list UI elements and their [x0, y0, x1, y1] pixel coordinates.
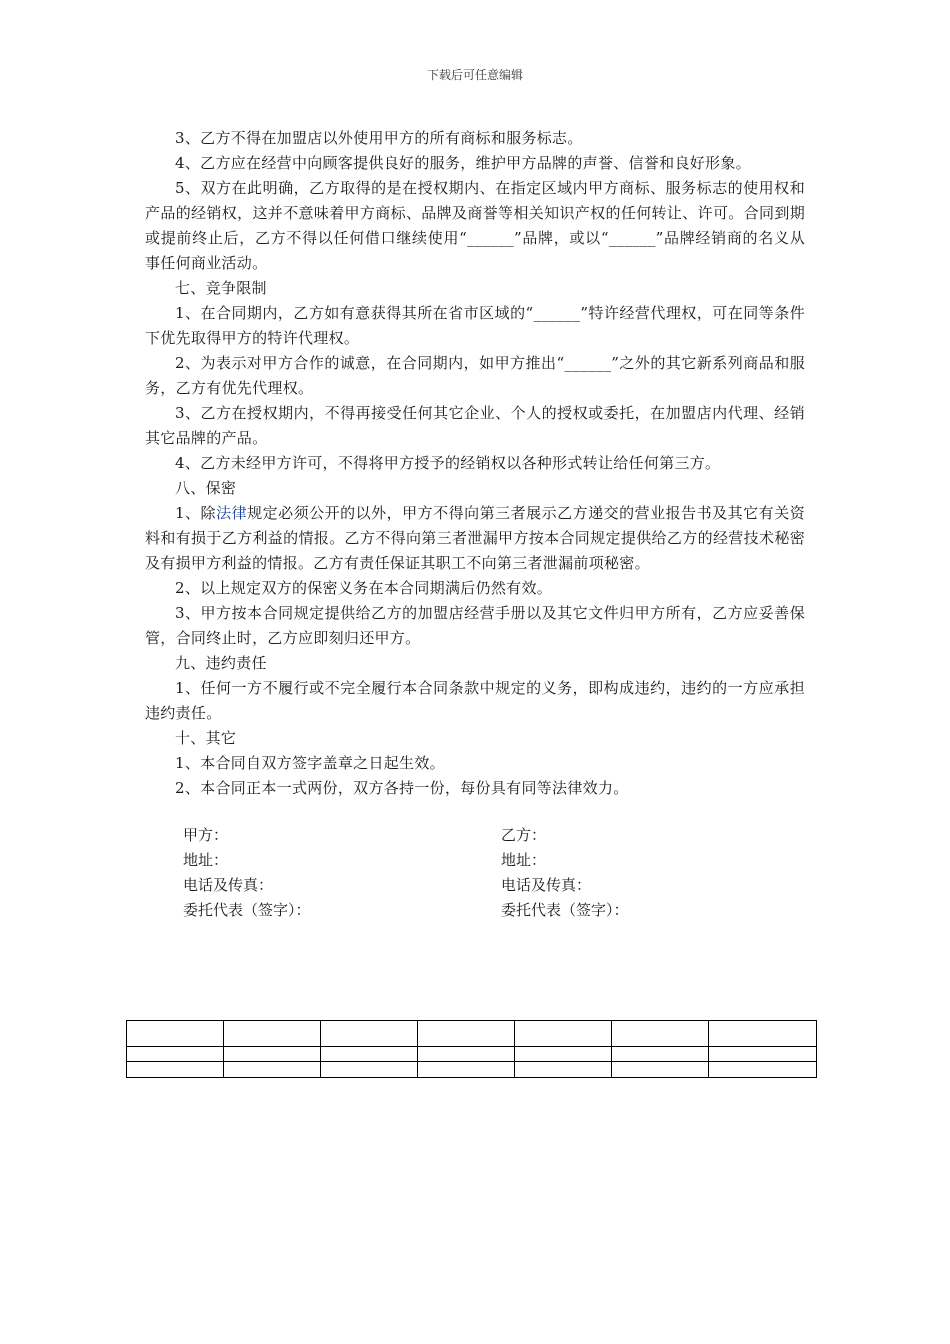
table-cell	[515, 1047, 612, 1062]
signature-row	[183, 873, 683, 898]
clause-8-1	[145, 501, 805, 576]
table-row	[127, 1021, 817, 1047]
party-a-address-label: 地址：	[183, 851, 229, 869]
signature-row	[183, 898, 683, 923]
clause-8-1-after: 规定必须公开的以外，甲方不得向第三者展示乙方递交的营业报告书及其它有关资料和有损于乙方利益的情报。乙方不得向第三者泄漏甲方按本合同规定提供给乙方的经营技术秘密及有损甲方利益的情报。乙方有责任保证其职工不向第三者泄漏前项秘密。	[145, 504, 805, 572]
signature-row	[183, 848, 683, 873]
table-cell	[515, 1021, 612, 1047]
law-link[interactable]: 法律	[216, 504, 248, 522]
clause-7-3: 3、乙方在授权期内，不得再接受任何其它企业、个人的授权或委托，在加盟店内代理、经销其它品牌的产品。	[145, 404, 805, 447]
clause-8-2: 2、以上规定双方的保密义务在本合同期满后仍然有效。	[175, 579, 553, 597]
clause-10-1: 1、本合同自双方签字盖章之日起生效。	[175, 754, 445, 772]
clause-6-4: 4、乙方应在经营中向顾客提供良好的服务，维护甲方品牌的声誉、信誉和良好形象。	[175, 154, 751, 172]
signature-row	[183, 823, 683, 848]
table-cell	[612, 1062, 709, 1078]
clause-10-2: 2、本合同正本一式两份，双方各持一份，每份具有同等法律效力。	[175, 779, 629, 797]
party-a-phone-label: 电话及传真：	[183, 876, 274, 894]
table-cell	[321, 1021, 418, 1047]
table-cell	[321, 1047, 418, 1062]
table-cell	[321, 1062, 418, 1078]
contract-body	[145, 126, 805, 801]
table-cell	[127, 1021, 224, 1047]
party-b-label: 乙方：	[501, 826, 547, 844]
section-9-heading: 九、违约责任	[175, 654, 267, 672]
party-b-address-label: 地址：	[501, 851, 547, 869]
table-cell	[709, 1047, 817, 1062]
table-cell	[224, 1047, 321, 1062]
party-b-representative-label: 委托代表（签字）：	[501, 901, 629, 919]
table-row	[127, 1062, 817, 1078]
clause-8-3: 3、甲方按本合同规定提供给乙方的加盟店经营手册以及其它文件归甲方所有，乙方应妥善保管，合同终止时，乙方应即刻归还甲方。	[145, 604, 805, 647]
table-cell	[127, 1062, 224, 1078]
section-7-heading: 七、竞争限制	[175, 279, 267, 297]
table-cell	[418, 1021, 515, 1047]
clause-7-4: 4、乙方未经甲方许可，不得将甲方授予的经销权以各种形式转让给任何第三方。	[175, 454, 721, 472]
table-cell	[515, 1062, 612, 1078]
clause-6-5: 5、双方在此明确，乙方取得的是在授权期内、在指定区域内甲方商标、服务标志的使用权和产品的经销权，这并不意味着甲方商标、品牌及商誉等相关知识产权的任何转让、许可。合同到期或提前终止后，乙方不得以任何借口继续使用“______”品牌，或以“______”品牌经销商的名义从事任何商业活动。	[145, 179, 805, 272]
table-row	[127, 1047, 817, 1062]
section-8-heading: 八、保密	[175, 479, 237, 497]
party-a-representative-label: 委托代表（签字）：	[183, 901, 311, 919]
clause-7-1: 1、在合同期内，乙方如有意获得其所在省市区域的“______”特许经营代理权，可在同等条件下优先取得甲方的特许代理权。	[145, 304, 805, 347]
empty-table	[126, 1020, 817, 1078]
table-cell	[709, 1062, 817, 1078]
signature-block	[183, 823, 683, 923]
table-cell	[709, 1021, 817, 1047]
table-cell	[612, 1047, 709, 1062]
clause-9-1: 1、任何一方不履行或不完全履行本合同条款中规定的义务，即构成违约，违约的一方应承担违约责任。	[145, 679, 805, 722]
party-b-phone-label: 电话及传真：	[501, 876, 592, 894]
table-cell	[418, 1047, 515, 1062]
page-header: 下载后可任意编辑	[426, 68, 523, 82]
table-cell	[612, 1021, 709, 1047]
table-cell	[224, 1021, 321, 1047]
table-cell	[224, 1062, 321, 1078]
table-cell	[418, 1062, 515, 1078]
clause-6-3: 3、乙方不得在加盟店以外使用甲方的所有商标和服务标志。	[175, 129, 583, 147]
table-cell	[127, 1047, 224, 1062]
clause-7-2: 2、为表示对甲方合作的诚意，在合同期内，如甲方推出“______”之外的其它新系列商品和服务，乙方有优先代理权。	[145, 354, 805, 397]
party-a-label: 甲方：	[183, 826, 229, 844]
section-10-heading: 十、其它	[175, 729, 237, 747]
clause-8-1-before: 1、除	[175, 504, 217, 522]
